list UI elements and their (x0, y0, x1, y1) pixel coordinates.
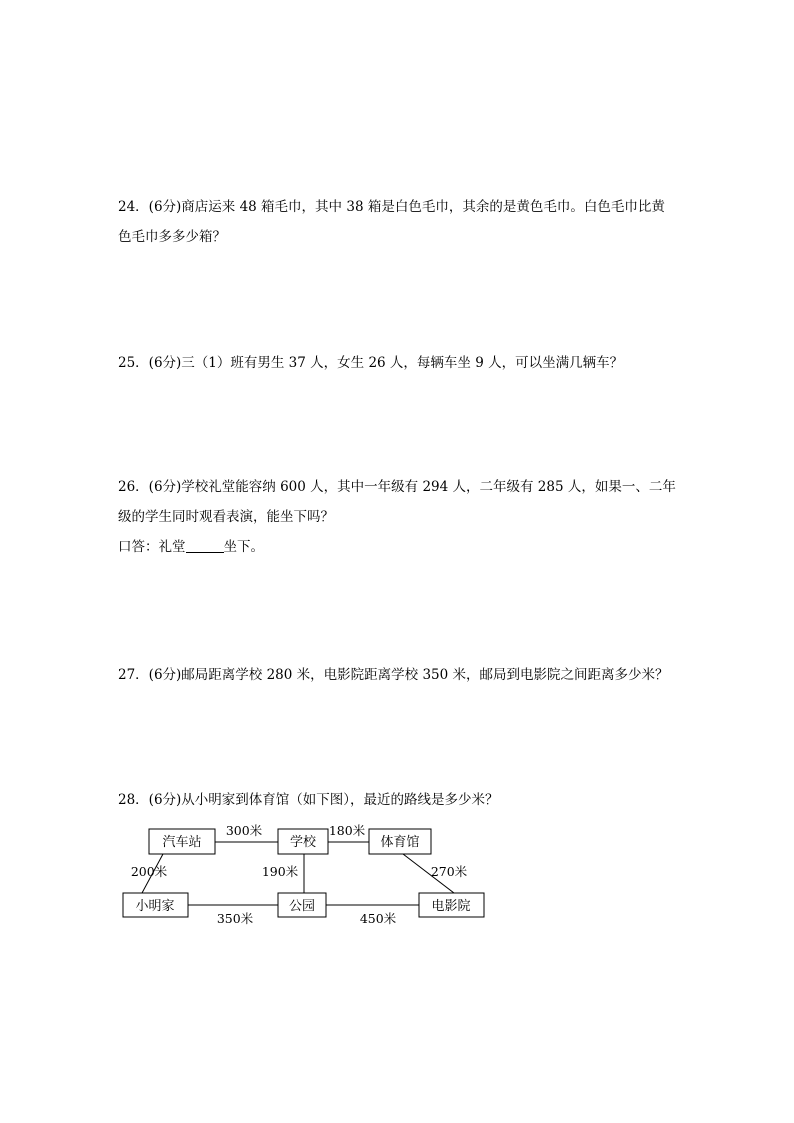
question-24-line-1: 24．(6分)商店运来 48 箱毛巾，其中 38 箱是白色毛巾，其余的是黄色毛巾。白色毛巾比黄 (118, 199, 665, 215)
edge-label-home-park: 350米 (216, 911, 254, 926)
node-cinema: 电影院 (431, 899, 471, 914)
question-26-line-1: 26．(6分)学校礼堂能容纳 600 人，其中一年级有 294 人，二年级有 285 人，如果一、二年 (118, 479, 676, 495)
question-25 (118, 348, 688, 378)
question-28 (118, 785, 688, 815)
edge-label-school-gym: 180米 (328, 823, 366, 838)
node-school: 学校 (289, 835, 317, 850)
question-24 (118, 192, 688, 252)
question-27 (118, 660, 688, 690)
route-map-diagram (118, 820, 498, 930)
node-gym: 体育馆 (380, 835, 420, 850)
edge-label-bus-school: 300米 (225, 823, 263, 838)
node-bus-station: 汽车站 (162, 835, 202, 850)
question-26-answer (118, 532, 688, 562)
question-27-line-1: 27．(6分)邮局距离学校 280 米，电影院距离学校 350 米，邮局到电影院之间距离多少米？ (118, 667, 669, 683)
node-home: 小明家 (135, 899, 175, 914)
edge-label-gym-cinema: 270米 (430, 864, 468, 879)
edge-label-park-cinema: 450米 (359, 911, 397, 926)
question-26 (118, 472, 688, 562)
answer-prefix: 口答：礼堂 (118, 539, 186, 555)
answer-blank[interactable] (186, 536, 224, 553)
node-park: 公园 (288, 899, 316, 914)
edge-label-school-park: 190米 (261, 864, 299, 879)
edge-label-bus-home: 200米 (130, 864, 168, 879)
question-28-line-1: 28．(6分)从小明家到体育馆（如下图），最近的路线是多少米？ (118, 792, 499, 808)
question-26-line-2: 级的学生同时观看表演，能坐下吗？ (118, 509, 334, 525)
question-24-line-2: 色毛巾多多少箱？ (118, 229, 226, 245)
answer-suffix: 坐下。 (223, 539, 264, 555)
question-25-line-1: 25．(6分)三（1）班有男生 37 人，女生 26 人，每辆车坐 9 人，可以坐满几辆车？ (118, 355, 624, 371)
